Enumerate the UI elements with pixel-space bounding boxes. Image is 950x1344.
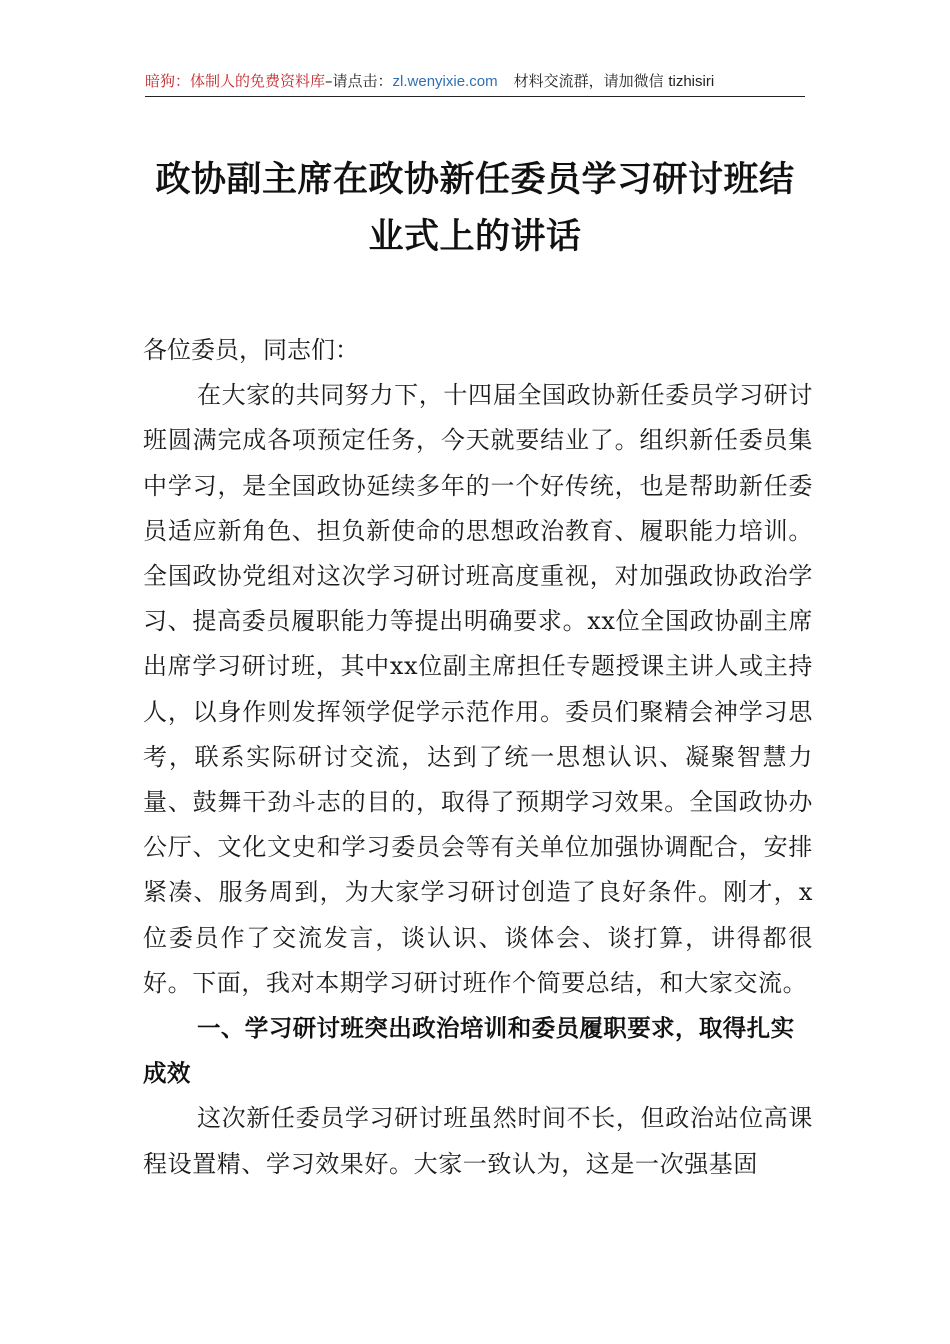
- section-1-heading: 一、学习研讨班突出政治培训和委员履职要求，取得扎实成效: [143, 1014, 795, 1088]
- header-link[interactable]: zl.wenyixie.com: [392, 73, 498, 90]
- title-line-1: 政协副主席在政协新任委员学习研讨班结: [155, 160, 795, 200]
- header-contact-label: 材料交流群，请加微信: [513, 72, 669, 90]
- header-contact-id: tizhisiri: [668, 73, 715, 90]
- document-body: [143, 328, 813, 1187]
- header-contact: [514, 72, 715, 90]
- header-brand: 暗狗：体制人的免费资料库: [145, 72, 326, 90]
- page-header: [145, 70, 805, 97]
- salutation: 各位委员，同志们：: [143, 336, 359, 364]
- document-title: [100, 152, 850, 266]
- paragraph-1: 在大家的共同努力下，十四届全国政协新任委员学习研讨班圆满完成各项预定任务，今天就要结业了。组织新任委员集中学习，是全国政协延续多年的一个好传统，也是帮助新任委员适应新角色、担负新使命的思想政治教育、履职能力培训。全国政协党组对这次学习研讨班高度重视，对加强政协政治学习、提高委员履职能力等提出明确要求。xx位全国政协副主席出席学习研讨班，其中xx位副主席担任专题授课主讲人或主持人，以身作则发挥领学促学示范作用。委员们聚精会神学习思考，联系实际研讨交流，达到了统一思想认识、凝聚智慧力量、鼓舞干劲斗志的目的，取得了预期学习效果。全国政协办公厅、文化文史和学习委员会等有关单位加强协调配合，安排紧凑、服务周到，为大家学习研讨创造了良好条件。刚才，x位委员作了交流发言，谈认识、谈体会、谈打算，讲得都很好。下面，我对本期学习研讨班作个简要总结，和大家交流。: [143, 381, 813, 997]
- header-link-label: –请点击：: [325, 72, 393, 90]
- paragraph-2: 这次新任委员学习研讨班虽然时间不长，但政治站位高课程设置精、学习效果好。大家一致认为，这是一次强基固: [143, 1104, 813, 1178]
- title-line-2: 业式上的讲话: [368, 217, 582, 257]
